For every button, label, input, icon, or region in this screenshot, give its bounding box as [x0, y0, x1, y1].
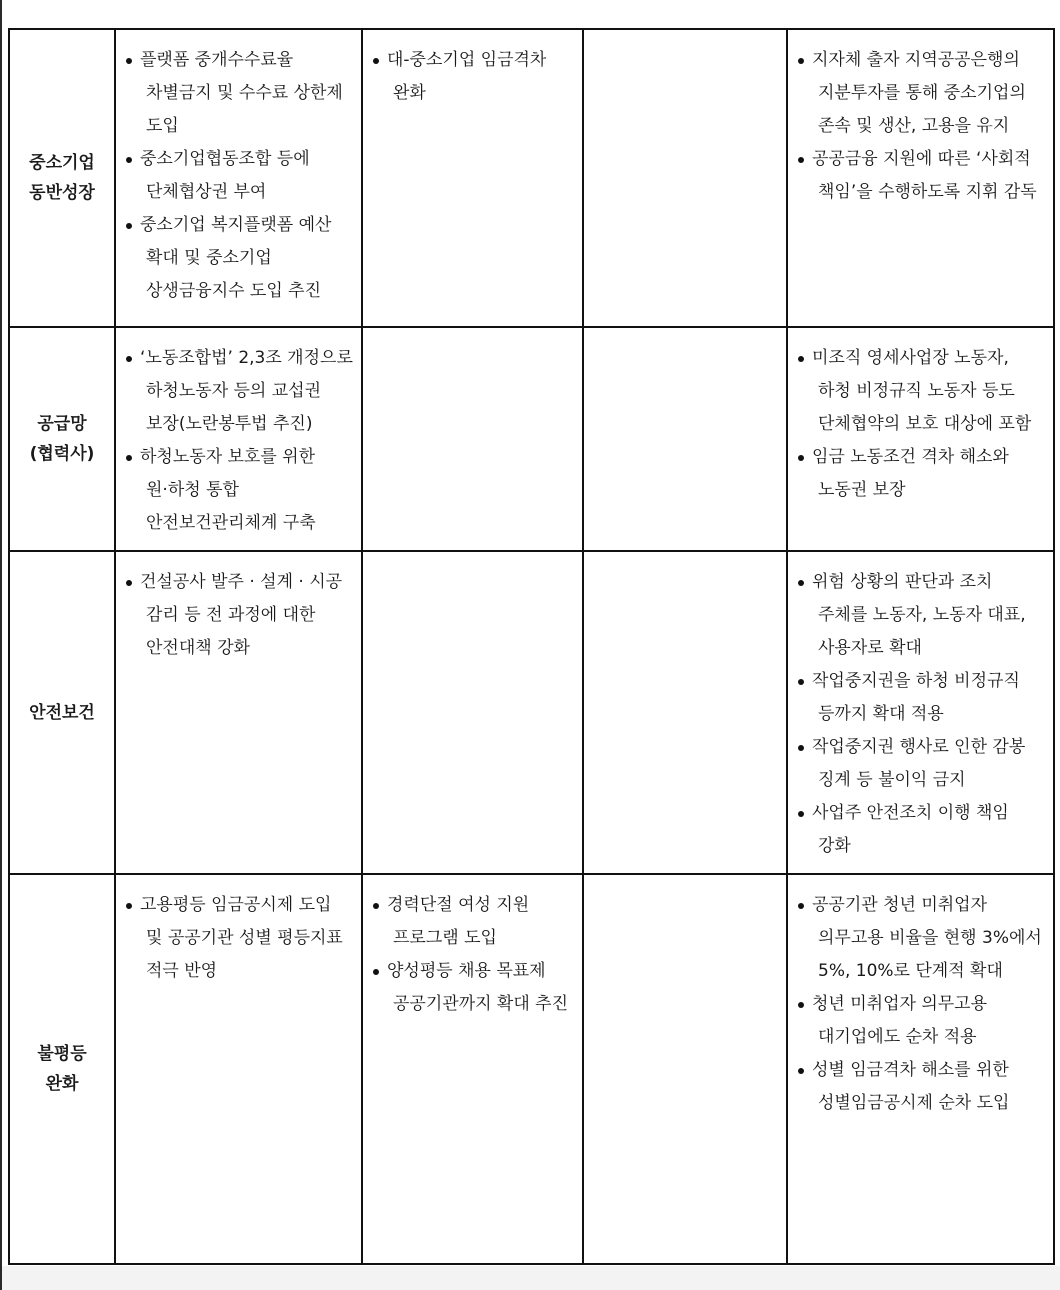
- item-text-line: 주체를 노동자, 노동자 대표,: [818, 605, 1026, 625]
- policy-cell: [787, 874, 1054, 1264]
- item-text-line: 존속 및 생산, 고용을 유지: [818, 116, 1010, 136]
- item-text-line: 책임’을 수행하도록 지휘 감독: [818, 182, 1037, 202]
- item-text-line: 단체협약의 보호 대상에 포함: [818, 414, 1032, 434]
- list-item: [124, 441, 355, 540]
- bullet-list: [124, 566, 355, 665]
- item-text-line: 임금 노동조건 격차 해소와: [812, 447, 1009, 467]
- item-text-line: 대-중소기업 임금격차: [387, 50, 547, 70]
- item-text-line: 하청노동자 보호를 위한: [140, 447, 316, 467]
- bullet-list: [124, 342, 355, 540]
- bullet-list: [124, 889, 355, 988]
- list-item: [124, 209, 355, 308]
- policy-cell: [362, 327, 583, 551]
- item-text-line: 공공기관까지 확대 추진: [393, 994, 569, 1014]
- item-text-line: 작업중지권 행사로 인한 감봉: [812, 737, 1026, 757]
- policy-cell: [787, 327, 1054, 551]
- item-text-line: 중소기업협동조합 등에: [140, 149, 310, 169]
- category-cell: [9, 874, 115, 1264]
- category-cell: [9, 327, 115, 551]
- item-text-line: 미조직 영세사업장 노동자,: [812, 348, 1009, 368]
- list-item: [124, 44, 355, 143]
- policy-cell: [583, 327, 787, 551]
- policy-cell: [362, 29, 583, 327]
- item-text-line: 프로그램 도입: [393, 928, 497, 948]
- category-label: 공급망: [37, 414, 87, 434]
- item-text-line: 사용자로 확대: [818, 638, 922, 658]
- item-text-line: 징계 등 불이익 금지: [818, 770, 966, 790]
- list-item: [796, 143, 1047, 209]
- item-text-line: 완화: [393, 83, 426, 103]
- policy-cell: [115, 874, 362, 1264]
- left-border-rule: [0, 0, 2, 1290]
- item-text-line: 안전보건관리체계 구축: [146, 513, 316, 533]
- table-row: [9, 551, 1054, 874]
- item-text-line: ‘노동조합법’ 2,3조 개정으로: [140, 348, 353, 368]
- list-item: [124, 143, 355, 209]
- bullet-list: [796, 342, 1047, 507]
- item-text-line: 청년 미취업자 의무고용: [812, 994, 988, 1014]
- category-label: 불평등: [37, 1044, 87, 1064]
- item-text-line: 성별 임금격차 해소를 위한: [812, 1060, 1009, 1080]
- item-text-line: 플랫폼 중개수수료율: [140, 50, 294, 70]
- bullet-list: [796, 566, 1047, 863]
- policy-cell: [583, 29, 787, 327]
- list-item: [796, 1054, 1047, 1120]
- item-text-line: 양성평등 채용 목표제: [387, 961, 546, 981]
- policy-cell: [362, 874, 583, 1264]
- item-text-line: 사업주 안전조치 이행 책임: [812, 803, 1009, 823]
- list-item: [371, 44, 576, 110]
- item-text-line: 지분투자를 통해 중소기업의: [818, 83, 1026, 103]
- item-text-line: 작업중지권을 하청 비정규직: [812, 671, 1020, 691]
- bullet-list: [124, 44, 355, 308]
- policy-table-body: [9, 29, 1054, 1264]
- policy-cell: [115, 327, 362, 551]
- item-text-line: 보장(노란봉투법 추진): [146, 414, 313, 434]
- item-text-line: 차별금지 및 수수료 상한제: [146, 83, 343, 103]
- list-item: [371, 955, 576, 1021]
- policy-table: [8, 28, 1055, 1265]
- item-text-line: 하청노동자 등의 교섭권: [146, 381, 322, 401]
- item-text-line: 대기업에도 순차 적용: [818, 1027, 977, 1047]
- list-item: [796, 44, 1047, 143]
- list-item: [796, 441, 1047, 507]
- list-item: [796, 731, 1047, 797]
- category-label: 중소기업: [29, 153, 95, 173]
- policy-cell: [115, 551, 362, 874]
- policy-cell: [787, 551, 1054, 874]
- item-text-line: 건설공사 발주 · 설계 · 시공: [140, 572, 343, 592]
- item-text-line: 등까지 확대 적용: [818, 704, 944, 724]
- list-item: [796, 566, 1047, 665]
- category-cell: [9, 29, 115, 327]
- item-text-line: 의무고용 비율을 현행 3%에서: [818, 928, 1042, 948]
- list-item: [124, 566, 355, 665]
- item-text-line: 하청 비정규직 노동자 등도: [818, 381, 1015, 401]
- item-text-line: 적극 반영: [146, 961, 218, 981]
- category-label: 안전보건: [29, 702, 95, 723]
- page-bottom-band: [2, 1266, 1060, 1290]
- policy-cell: [787, 29, 1054, 327]
- item-text-line: 위험 상황의 판단과 조치: [812, 572, 993, 592]
- item-text-line: 성별임금공시제 순차 도입: [818, 1093, 1010, 1113]
- bullet-list: [371, 44, 576, 110]
- policy-cell: [362, 551, 583, 874]
- category-label: (협력사): [29, 444, 95, 464]
- category-label: 완화: [45, 1074, 79, 1094]
- item-text-line: 단체협상권 부여: [146, 182, 267, 202]
- table-row: [9, 327, 1054, 551]
- item-text-line: 노동권 보장: [818, 480, 906, 500]
- item-text-line: 강화: [818, 836, 851, 856]
- table-row: [9, 874, 1054, 1264]
- bullet-list: [371, 889, 576, 1021]
- category-label: 동반성장: [29, 183, 95, 203]
- item-text-line: 안전대책 강화: [146, 638, 250, 658]
- item-text-line: 5%, 10%로 단계적 확대: [818, 961, 1003, 981]
- bullet-list: [796, 44, 1047, 209]
- item-text-line: 도입: [146, 116, 179, 136]
- item-text-line: 상생금융지수 도입 추진: [146, 281, 322, 301]
- category-cell: [9, 551, 115, 874]
- list-item: [796, 665, 1047, 731]
- list-item: [796, 797, 1047, 863]
- item-text-line: 확대 및 중소기업: [146, 248, 272, 268]
- list-item: [124, 889, 355, 988]
- list-item: [796, 988, 1047, 1054]
- policy-cell: [583, 874, 787, 1264]
- item-text-line: 원·하청 통합: [146, 480, 239, 500]
- policy-cell: [583, 551, 787, 874]
- item-text-line: 경력단절 여성 지원: [387, 895, 530, 915]
- list-item: [371, 889, 576, 955]
- list-item: [796, 342, 1047, 441]
- item-text-line: 지자체 출자 지역공공은행의: [812, 50, 1020, 70]
- item-text-line: 공공기관 청년 미취업자: [812, 895, 988, 915]
- list-item: [124, 342, 355, 441]
- item-text-line: 중소기업 복지플랫폼 예산: [140, 215, 332, 235]
- list-item: [796, 889, 1047, 988]
- table-row: [9, 29, 1054, 327]
- item-text-line: 감리 등 전 과정에 대한: [146, 605, 316, 625]
- item-text-line: 공공금융 지원에 따른 ‘사회적: [812, 149, 1031, 169]
- policy-cell: [115, 29, 362, 327]
- item-text-line: 고용평등 임금공시제 도입: [140, 895, 332, 915]
- item-text-line: 및 공공기관 성별 평등지표: [146, 928, 343, 948]
- bullet-list: [796, 889, 1047, 1120]
